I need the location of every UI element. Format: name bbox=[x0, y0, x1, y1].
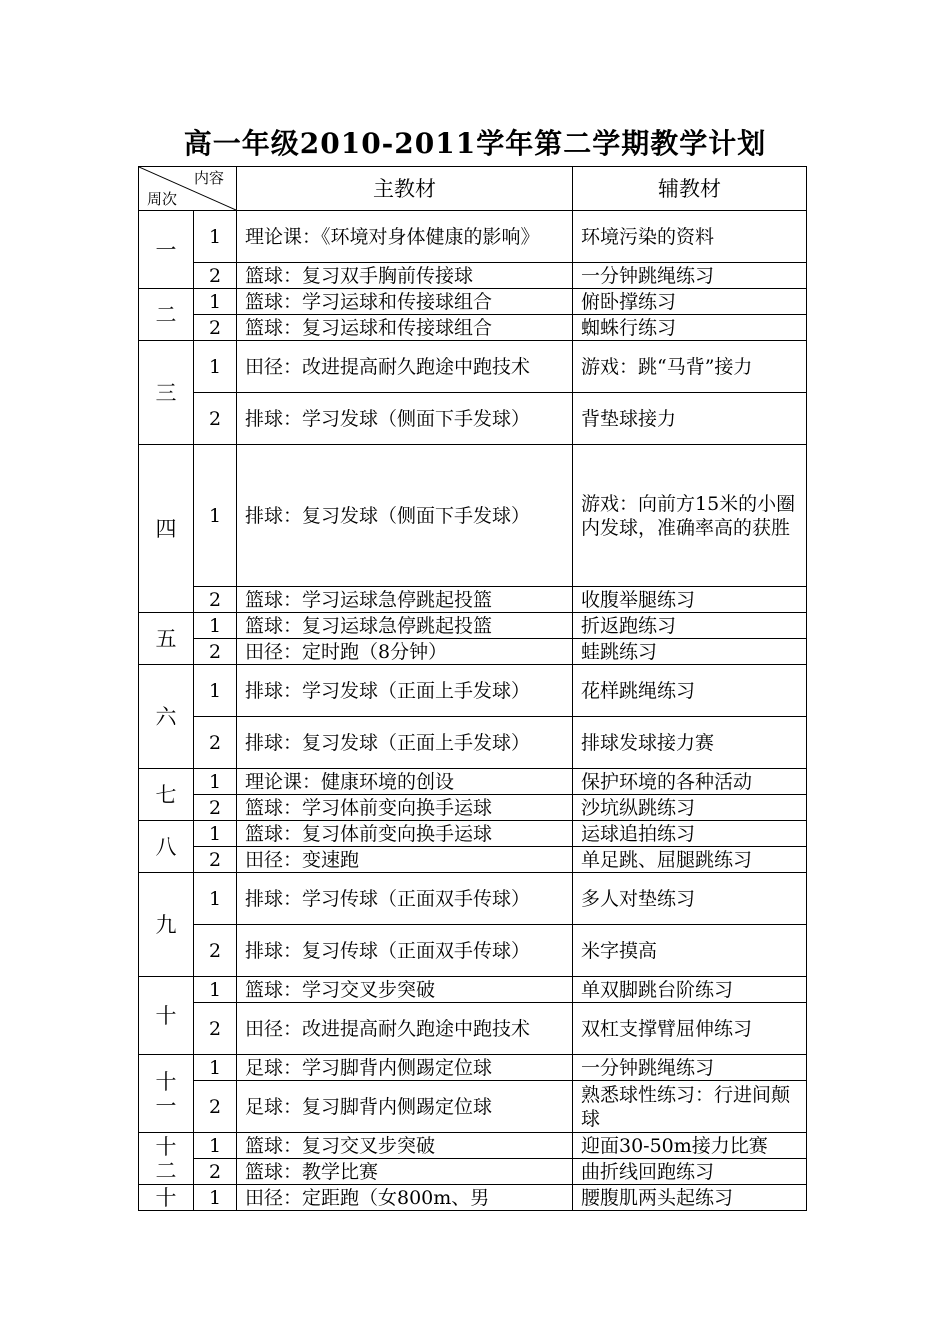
week-cell: 一 bbox=[139, 211, 194, 289]
aux-material-cell: 排球发球接力赛 bbox=[573, 717, 807, 769]
main-material-cell: 排球：学习发球（侧面下手发球） bbox=[237, 393, 573, 445]
table-header-row bbox=[139, 167, 807, 211]
table-row bbox=[139, 795, 807, 821]
content-label: 内容 bbox=[193, 169, 224, 187]
table-row bbox=[139, 445, 807, 587]
aux-material-cell: 折返跑练习 bbox=[573, 613, 807, 639]
table-row bbox=[139, 315, 807, 341]
main-material-cell: 篮球：复习运球和传接球组合 bbox=[237, 315, 573, 341]
table-row bbox=[139, 1159, 807, 1185]
table-row bbox=[139, 211, 807, 263]
session-number-cell: 2 bbox=[194, 639, 237, 665]
week-cell: 十一 bbox=[139, 1055, 194, 1133]
session-number-cell: 1 bbox=[194, 341, 237, 393]
table-row bbox=[139, 925, 807, 977]
table-row bbox=[139, 847, 807, 873]
aux-material-cell: 双杠支撑臂屈伸练习 bbox=[573, 1003, 807, 1055]
session-number-cell: 1 bbox=[194, 613, 237, 639]
main-material-cell: 田径：改进提高耐久跑途中跑技术 bbox=[237, 341, 573, 393]
table-row bbox=[139, 639, 807, 665]
aux-material-cell: 游戏：跳“马背”接力 bbox=[573, 341, 807, 393]
session-number-cell: 1 bbox=[194, 821, 237, 847]
table-row bbox=[139, 769, 807, 795]
aux-material-cell: 单双脚跳台阶练习 bbox=[573, 977, 807, 1003]
aux-material-cell: 迎面30-50m接力比赛 bbox=[573, 1133, 807, 1159]
table-row bbox=[139, 873, 807, 925]
table-row bbox=[139, 665, 807, 717]
corner-header-cell bbox=[139, 167, 237, 211]
session-number-cell: 2 bbox=[194, 587, 237, 613]
session-number-cell: 1 bbox=[194, 873, 237, 925]
main-material-cell: 足球：复习脚背内侧踢定位球 bbox=[237, 1081, 573, 1133]
main-material-cell: 篮球：复习双手胸前传接球 bbox=[237, 263, 573, 289]
aux-material-cell: 花样跳绳练习 bbox=[573, 665, 807, 717]
week-cell: 九 bbox=[139, 873, 194, 977]
main-material-cell: 篮球：学习体前变向换手运球 bbox=[237, 795, 573, 821]
aux-material-cell: 米字摸高 bbox=[573, 925, 807, 977]
teaching-plan-table bbox=[138, 166, 807, 1211]
page-title: 高一年级2010-2011学年第二学期教学计划 bbox=[183, 127, 767, 160]
main-material-cell: 田径：改进提高耐久跑途中跑技术 bbox=[237, 1003, 573, 1055]
aux-material-cell: 单足跳、屈腿跳练习 bbox=[573, 847, 807, 873]
main-material-cell: 篮球：教学比赛 bbox=[237, 1159, 573, 1185]
table-row bbox=[139, 717, 807, 769]
table-row bbox=[139, 341, 807, 393]
session-number-cell: 1 bbox=[194, 665, 237, 717]
session-number-cell: 2 bbox=[194, 1081, 237, 1133]
week-cell: 十二 bbox=[139, 1133, 194, 1185]
aux-material-cell: 环境污染的资料 bbox=[573, 211, 807, 263]
aux-material-cell: 游戏：向前方15米的小圈内发球，准确率高的获胜 bbox=[573, 445, 807, 587]
week-cell: 六 bbox=[139, 665, 194, 769]
main-material-cell: 排球：学习发球（正面上手发球） bbox=[237, 665, 573, 717]
session-number-cell: 2 bbox=[194, 1003, 237, 1055]
main-material-cell: 理论课：健康环境的创设 bbox=[237, 769, 573, 795]
main-material-cell: 田径：变速跑 bbox=[237, 847, 573, 873]
session-number-cell: 1 bbox=[194, 1133, 237, 1159]
aux-material-cell: 背垫球接力 bbox=[573, 393, 807, 445]
week-label: 周次 bbox=[147, 190, 178, 208]
main-material-header: 主教材 bbox=[237, 167, 573, 211]
main-material-cell: 篮球：复习交叉步突破 bbox=[237, 1133, 573, 1159]
table-row bbox=[139, 393, 807, 445]
main-material-cell: 田径：定距跑（女800m、男 bbox=[237, 1185, 573, 1211]
table-row bbox=[139, 613, 807, 639]
aux-material-cell: 俯卧撑练习 bbox=[573, 289, 807, 315]
table-row bbox=[139, 1081, 807, 1133]
session-number-cell: 2 bbox=[194, 1159, 237, 1185]
main-material-cell: 排球：复习发球（侧面下手发球） bbox=[237, 445, 573, 587]
main-material-cell: 田径：定时跑（8分钟） bbox=[237, 639, 573, 665]
table-row bbox=[139, 587, 807, 613]
aux-material-cell: 蜘蛛行练习 bbox=[573, 315, 807, 341]
session-number-cell: 2 bbox=[194, 847, 237, 873]
main-material-cell: 理论课：《环境对身体健康的影响》 bbox=[237, 211, 573, 263]
aux-material-cell: 蛙跳练习 bbox=[573, 639, 807, 665]
aux-material-cell: 曲折线回跑练习 bbox=[573, 1159, 807, 1185]
session-number-cell: 1 bbox=[194, 1185, 237, 1211]
aux-material-cell: 收腹举腿练习 bbox=[573, 587, 807, 613]
table-row bbox=[139, 1003, 807, 1055]
main-material-cell: 篮球：学习运球和传接球组合 bbox=[237, 289, 573, 315]
table-row bbox=[139, 1133, 807, 1159]
main-material-cell: 排球：复习发球（正面上手发球） bbox=[237, 717, 573, 769]
table-row bbox=[139, 1185, 807, 1211]
week-cell: 十 bbox=[139, 977, 194, 1055]
table-row bbox=[139, 263, 807, 289]
main-material-cell: 足球：学习脚背内侧踢定位球 bbox=[237, 1055, 573, 1081]
session-number-cell: 1 bbox=[194, 1055, 237, 1081]
week-cell: 三 bbox=[139, 341, 194, 445]
table-row bbox=[139, 1055, 807, 1081]
table-row bbox=[139, 821, 807, 847]
main-material-cell: 篮球：复习体前变向换手运球 bbox=[237, 821, 573, 847]
main-material-cell: 排球：复习传球（正面双手传球） bbox=[237, 925, 573, 977]
session-number-cell: 2 bbox=[194, 717, 237, 769]
aux-material-cell: 熟悉球性练习：行进间颠球 bbox=[573, 1081, 807, 1133]
aux-material-cell: 一分钟跳绳练习 bbox=[573, 1055, 807, 1081]
session-number-cell: 1 bbox=[194, 445, 237, 587]
week-cell: 七 bbox=[139, 769, 194, 821]
session-number-cell: 1 bbox=[194, 977, 237, 1003]
session-number-cell: 1 bbox=[194, 211, 237, 263]
week-cell: 五 bbox=[139, 613, 194, 665]
aux-material-cell: 保护环境的各种活动 bbox=[573, 769, 807, 795]
aux-material-cell: 一分钟跳绳练习 bbox=[573, 263, 807, 289]
aux-material-cell: 运球追拍练习 bbox=[573, 821, 807, 847]
table-row bbox=[139, 977, 807, 1003]
aux-material-cell: 沙坑纵跳练习 bbox=[573, 795, 807, 821]
week-cell: 八 bbox=[139, 821, 194, 873]
aux-material-header: 辅教材 bbox=[573, 167, 807, 211]
main-material-cell: 篮球：学习交叉步突破 bbox=[237, 977, 573, 1003]
session-number-cell: 2 bbox=[194, 393, 237, 445]
session-number-cell: 1 bbox=[194, 289, 237, 315]
session-number-cell: 2 bbox=[194, 315, 237, 341]
week-cell: 四 bbox=[139, 445, 194, 613]
session-number-cell: 2 bbox=[194, 795, 237, 821]
main-material-cell: 篮球：复习运球急停跳起投篮 bbox=[237, 613, 573, 639]
main-material-cell: 排球：学习传球（正面双手传球） bbox=[237, 873, 573, 925]
aux-material-cell: 腰腹肌两头起练习 bbox=[573, 1185, 807, 1211]
session-number-cell: 2 bbox=[194, 263, 237, 289]
main-material-cell: 篮球：学习运球急停跳起投篮 bbox=[237, 587, 573, 613]
session-number-cell: 2 bbox=[194, 925, 237, 977]
table-row bbox=[139, 289, 807, 315]
session-number-cell: 1 bbox=[194, 769, 237, 795]
aux-material-cell: 多人对垫练习 bbox=[573, 873, 807, 925]
week-cell: 二 bbox=[139, 289, 194, 341]
week-cell: 十 bbox=[139, 1185, 194, 1211]
